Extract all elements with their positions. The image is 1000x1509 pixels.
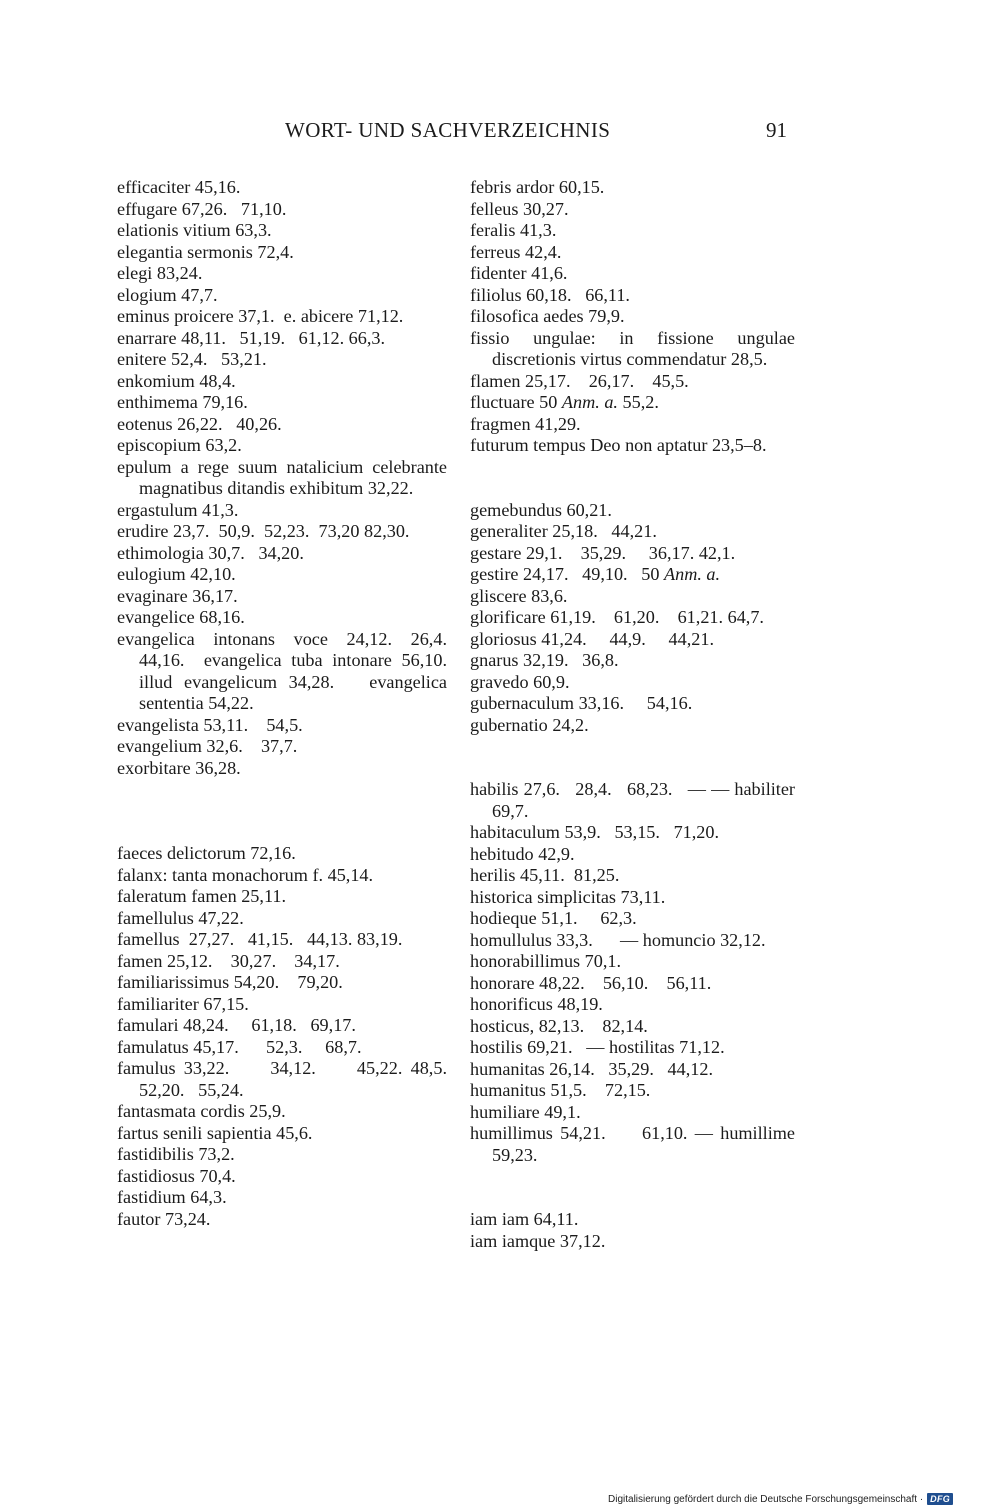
index-entry [470,306,795,328]
index-entry-text: historica simplicitas 73,11. [470,886,666,907]
index-entry-text: familiariter 67,15. [117,993,249,1014]
index-entry-text: famulus 33,22. 34,12. 45,22. 48,5. 52,20. 55,24. [117,1058,461,1100]
index-entry [470,844,795,866]
index-entry [470,1231,795,1253]
index-entry [117,607,447,629]
index-entry-text: efficaciter 45,16. [117,177,241,197]
index-entry [117,456,452,500]
index-entry-text: generaliter 25,18. 44,21. [470,521,657,541]
index-entry-text: gravedo 60,9. [470,671,570,692]
index-entry-text: iam iamque 37,12. [470,1230,606,1251]
index-entry-text: evangelica intonans voce 24,12. 26,4. 44,16. evangelica tuba intonare 56,10. illud evangelicum 34,28. evangelica sententia 54,22. [117,628,461,713]
index-entry [470,500,795,522]
index-entry-text: gnarus 32,19. 36,8. [470,650,619,670]
index-entry [470,973,795,995]
index-entry [117,1209,447,1231]
index-entry [117,908,447,930]
index-entry [117,628,461,715]
index-entry-text: eulogium 42,10. [117,564,236,584]
footer-text: Digitalisierung gefördert durch die Deutsche Forschungsgemeinschaft · [608,1493,924,1505]
index-entry-text: fautor 73,24. [117,1208,211,1229]
index-entry [470,607,795,629]
index-entry [117,1123,447,1145]
index-entry-text: fastidibilis 73,2. [117,1144,235,1164]
index-entry [470,392,795,414]
index-entry [470,586,795,608]
index-entry-text: ferreus 42,4. [470,241,562,262]
index-entry [117,371,447,393]
index-entry-text: gestare 29,1. 35,29. 36,17. 42,1. [470,542,736,563]
index-entry-text: evangelice 68,16. [117,607,245,627]
index-entry-text: evaginare 36,17. [117,585,238,606]
index-entry [470,629,795,651]
page-header [0,118,1000,148]
index-entry [470,199,795,221]
running-title: WORT- UND SACHVERZEICHNIS [285,118,611,142]
page-number: 91 [766,118,787,142]
index-entry [470,887,795,909]
index-entry-text: fartus senili sapientia 45,6. [117,1122,313,1143]
index-entry-text: febris ardor 60,15. [470,177,605,197]
index-column-left [117,177,461,1230]
index-entry-text: elegantia sermonis 72,4. [117,241,294,262]
index-entry [470,263,795,285]
index-entry [470,908,795,930]
index-entry [470,435,795,457]
index-entry [470,521,795,543]
index-entry [470,327,800,371]
index-entry-text: gubernaculum 33,16. 54,16. [470,693,693,713]
index-entry-text: habitaculum 53,9. 53,15. 71,20. [470,822,720,842]
index-entry-text: faeces delictorum 72,16. [117,843,296,863]
index-entry-text: iam iam 64,11. [470,1209,579,1229]
index-entry [117,263,447,285]
index-entry-text: habilis 27,6. 28,4. 68,23. — — habiliter 69,7. [470,779,800,821]
index-entry [470,414,795,436]
index-entry [117,843,447,865]
index-entry [470,1123,800,1166]
index-entry-text: evangelium 32,6. 37,7. [117,736,298,756]
index-entry-text: humanitus 51,5. 72,15. [470,1080,651,1100]
index-entry-text: effugare 67,26. 71,10. [117,198,287,219]
index-entry [117,972,447,994]
index-entry [117,220,447,242]
index-entry-text: homullulus 33,3. — homuncio 32,12. [470,929,766,950]
index-entry-text: humiliare 49,1. [470,1101,581,1122]
index-entry-italic: Anm. a. [663,564,721,584]
index-entry [117,328,447,350]
index-entry [117,435,447,457]
index-entry-text: ergastulum 41,3. [117,499,239,520]
index-entry-text: erudire 23,7. 50,9. 52,23. 73,20 82,30. [117,521,410,541]
index-entry-text: enitere 52,4. 53,21. [117,349,267,369]
index-entry [470,1037,795,1059]
index-entry [117,1144,447,1166]
index-entry [117,929,447,951]
index-entry [470,371,795,393]
index-entry-text: humanitas 26,14. 35,29. 44,12. [470,1058,713,1079]
index-entry [117,865,447,887]
index-entry [117,1037,447,1059]
dfg-logo-icon: DFG [927,1493,953,1505]
index-entry [117,349,447,371]
index-entry [117,758,447,780]
index-entry-suffix: 55,2. [617,392,659,412]
index-entry-text: enthimema 79,16. [117,392,248,412]
index-entry-text: filosofica aedes 79,9. [470,306,625,326]
index-entry-text: eotenus 26,22. 40,26. [117,413,282,434]
index-entry [117,177,447,199]
index-entry [117,1101,447,1123]
index-entry-text: hostilis 69,21. — hostilitas 71,12. [470,1037,725,1057]
index-entry-text: enarrare 48,11. 51,19. 61,12. 66,3. [117,327,386,348]
index-entry-text: herilis 45,11. 81,25. [470,865,620,885]
index-entry-text: faleratum famen 25,11. [117,886,287,906]
index-entry-text: exorbitare 36,28. [117,757,241,778]
index-entry [470,564,795,586]
index-entry-italic: Anm. a. [561,392,618,412]
index-entry [470,672,795,694]
index-entry-text: evangelista 53,11. 54,5. [117,714,303,735]
index-entry [117,242,447,264]
index-entry [470,715,795,737]
index-entry-text: elegi 83,24. [117,263,203,283]
index-entry-text: eminus proicere 37,1. e. abicere 71,12. [117,306,404,326]
index-entry [117,1015,447,1037]
index-entry-text: fastidium 64,3. [117,1187,227,1207]
index-entry [117,414,447,436]
index-entry [470,285,795,307]
index-entry-text: gubernatio 24,2. [470,714,589,735]
index-entry [470,220,795,242]
index-entry-text: enkomium 48,4. [117,370,236,391]
index-entry [470,822,795,844]
index-entry [470,779,800,822]
index-entry [117,199,447,221]
index-entry [470,865,795,887]
index-entry-text: hodieque 51,1. 62,3. [470,908,637,928]
index-entry [117,285,447,307]
index-entry [470,1102,795,1124]
index-entry-text: gemebundus 60,21. [470,499,612,520]
index-entry [117,1187,447,1209]
index-entry-text: fantasmata cordis 25,9. [117,1101,286,1121]
index-entry-text: futurum tempus Deo non aptatur 23,5–8. [470,435,767,455]
index-entry-text: feralis 41,3. [470,220,557,240]
index-entry [117,521,447,543]
index-entry [117,715,447,737]
index-entry-text: gestire 24,17. 49,10. 50 [470,564,664,584]
index-entry-text: gliscere 83,6. [470,585,568,606]
index-entry [117,1058,461,1101]
index-entry [470,1059,795,1081]
index-entry-text: famen 25,12. 30,27. 34,17. [117,950,340,971]
index-entry-text: famulari 48,24. 61,18. 69,17. [117,1015,356,1035]
index-entry [117,500,447,522]
index-entry-text: hosticus, 82,13. 82,14. [470,1015,648,1036]
index-entry-text: fissio ungulae: in fissione ungulae discretionis virtus commendatur 28,5. [470,327,800,369]
index-entry [117,994,447,1016]
index-entry-text: glorificare 61,19. 61,20. 61,21. 64,7. [470,607,764,627]
digitization-footer [608,1491,953,1507]
index-entry [470,650,795,672]
index-entry-text: elationis vitium 63,3. [117,220,272,240]
index-entry [470,930,795,952]
index-entry-text: flamen 25,17. 26,17. 45,5. [470,370,689,391]
index-entry-text: fastidiosus 70,4. [117,1165,236,1186]
index-entry [117,886,447,908]
index-entry [117,1166,447,1188]
index-entry [117,306,447,328]
index-column-right [470,177,800,1252]
index-entry [470,242,795,264]
index-entry-text: filiolus 60,18. 66,11. [470,284,630,305]
index-entry-text: gloriosus 41,24. 44,9. 44,21. [470,628,715,649]
index-entry [470,543,795,565]
index-entry [470,693,795,715]
index-entry-text: elogium 47,7. [117,284,218,305]
index-entry-text: fragmen 41,29. [470,413,581,434]
index-entry-text: famulatus 45,17. 52,3. 68,7. [117,1036,362,1057]
index-entry-text: fluctuare 50 [470,392,562,412]
index-entry [117,951,447,973]
index-entry [117,564,447,586]
index-entry-text: ethimologia 30,7. 34,20. [117,542,304,563]
index-entry-text: fidenter 41,6. [470,263,568,283]
index-entry-text: felleus 30,27. [470,198,569,219]
index-entry-text: honorare 48,22. 56,10. 56,11. [470,972,712,993]
index-entry [470,951,795,973]
index-entry-text: episcopium 63,2. [117,435,242,455]
index-entry-text: famellulus 47,22. [117,907,244,928]
index-entry-text: honorificus 48,19. [470,994,603,1014]
index-entry [117,392,447,414]
index-entry [117,736,447,758]
index-entry [117,586,447,608]
index-entry [470,994,795,1016]
index-entry [470,1209,795,1231]
index-entry [470,1080,795,1102]
index-entry-text: humillimus 54,21. 61,10. — humillime 59,23. [470,1123,800,1165]
index-entry [117,543,447,565]
index-entry-text: hebitudo 42,9. [470,843,575,864]
index-entry-text: falanx: tanta monachorum f. 45,14. [117,864,374,885]
index-entry-text: famellus 27,27. 41,15. 44,13. 83,19. [117,929,403,949]
index-entry-text: familiarissimus 54,20. 79,20. [117,972,343,992]
index-entry-text: epulum a rege suum natalicium celebrante magnatibus ditandis exhibitum 32,22. [117,456,452,498]
index-entry-text: honorabillimus 70,1. [470,951,622,971]
index-entry [470,1016,795,1038]
index-entry [470,177,795,199]
